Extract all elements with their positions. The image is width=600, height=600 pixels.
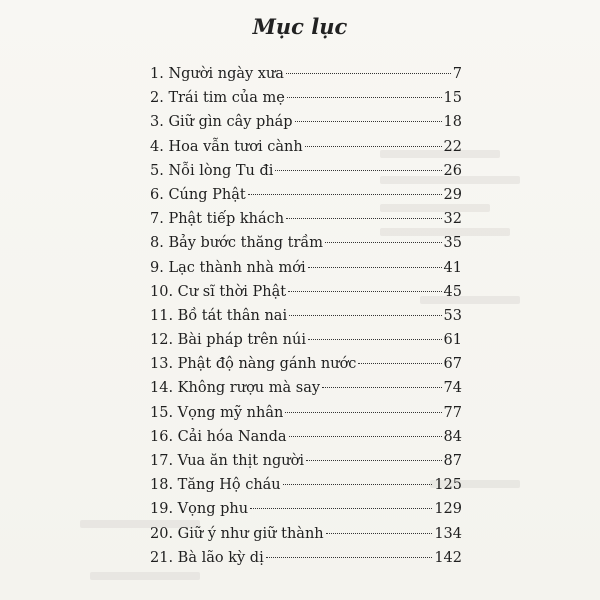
toc-entry-page-number: 32 [443, 211, 462, 228]
toc-entry-title: 15. Vọng mỹ nhân [150, 404, 284, 421]
toc-entry-title: 6. Cúng Phật [150, 186, 246, 203]
toc-entry-leader-dots [322, 387, 442, 388]
toc-entry-page-number: 87 [443, 453, 462, 469]
toc-entry-page-number: 18 [443, 114, 462, 131]
toc-entry-title: 10. Cư sĩ thời Phật [150, 283, 287, 300]
page-title: Mục lục [252, 14, 348, 39]
bleed-through-line [90, 572, 200, 580]
toc-entry [150, 376, 462, 400]
toc-entry-leader-dots [248, 194, 442, 195]
toc-entry-title: 11. Bồ tát thân nai [150, 307, 288, 324]
toc-entry-title: 21. Bà lão kỳ dị [150, 549, 264, 566]
table-of-contents [150, 62, 462, 570]
toc-entry [150, 352, 462, 376]
toc-entry-title: 5. Nỗi lòng Tu đi [150, 162, 274, 179]
toc-entry [150, 86, 462, 110]
toc-entry-leader-dots [286, 73, 451, 74]
toc-entry-leader-dots [326, 533, 433, 534]
toc-entry-leader-dots [308, 339, 442, 340]
toc-entry [150, 497, 462, 521]
toc-entry-page-number: 129 [434, 501, 462, 518]
toc-entry-title: 18. Tăng Hộ cháu [150, 477, 281, 494]
toc-entry-leader-dots [325, 242, 441, 243]
toc-entry-page-number: 26 [443, 162, 462, 179]
toc-entry-page-number: 61 [443, 332, 462, 349]
toc-entry [150, 449, 462, 473]
toc-entry-page-number: 45 [443, 283, 462, 300]
toc-entry-page-number: 53 [443, 307, 462, 324]
toc-entry-title: 9. Lạc thành nhà mới [150, 259, 306, 276]
toc-entry [150, 401, 462, 425]
toc-entry-leader-dots [275, 170, 441, 171]
toc-entry-page-number: 67 [443, 356, 462, 373]
toc-entry [150, 304, 462, 328]
toc-entry-title: 2. Trái tim của mẹ [150, 90, 285, 107]
toc-entry [150, 110, 462, 134]
toc-entry-title: 8. Bảy bước thăng trầm [150, 235, 324, 252]
toc-entry-title: 16. Cải hóa Nanda [150, 428, 287, 445]
toc-entry-leader-dots [289, 436, 442, 437]
toc-entry-page-number: 22 [443, 138, 462, 155]
toc-entry [150, 256, 462, 280]
toc-entry-title: 12. Bài pháp trên núi [150, 332, 306, 349]
toc-entry-title: 13. Phật độ nàng gánh nước [150, 356, 357, 373]
toc-entry-page-number: 35 [443, 235, 462, 252]
toc-entry-page-number: 7 [452, 66, 462, 82]
toc-entry [150, 546, 462, 570]
toc-entry [150, 280, 462, 304]
toc-entry [150, 183, 462, 207]
toc-entry [150, 473, 462, 497]
toc-entry-leader-dots [289, 315, 441, 316]
toc-entry [150, 328, 462, 352]
toc-entry-page-number: 41 [443, 259, 462, 276]
toc-entry [150, 231, 462, 255]
toc-entry-leader-dots [283, 484, 433, 485]
toc-entry-page-number: 84 [443, 428, 462, 445]
toc-entry-leader-dots [308, 267, 442, 268]
toc-entry-page-number: 74 [443, 380, 462, 397]
toc-entry-leader-dots [295, 121, 442, 122]
toc-entry-title: 20. Giữ ý như giữ thành [150, 525, 324, 542]
toc-entry-page-number: 142 [434, 549, 462, 566]
toc-entry-page-number: 77 [443, 404, 462, 421]
toc-entry [150, 207, 462, 231]
toc-entry-title: 1. Người ngày xưa [150, 66, 284, 82]
toc-entry-leader-dots [266, 557, 433, 558]
toc-entry [150, 159, 462, 183]
toc-entry-page-number: 125 [434, 477, 462, 494]
toc-entry-page-number: 134 [434, 525, 462, 542]
toc-entry [150, 135, 462, 159]
toc-entry [150, 62, 462, 86]
toc-entry-leader-dots [250, 508, 432, 509]
toc-entry-leader-dots [286, 218, 441, 219]
toc-entry-title: 19. Vọng phu [150, 501, 249, 518]
toc-entry [150, 522, 462, 546]
toc-entry-title: 17. Vua ăn thịt người [150, 453, 304, 469]
toc-entry-leader-dots [305, 146, 442, 147]
toc-entry-leader-dots [306, 460, 442, 461]
toc-entry [150, 425, 462, 449]
toc-entry-title: 7. Phật tiếp khách [150, 211, 285, 228]
toc-entry-title: 14. Không rượu mà say [150, 380, 321, 397]
toc-entry-title: 4. Hoa vẫn tươi cành [150, 138, 303, 155]
toc-entry-title: 3. Giữ gìn cây pháp [150, 114, 293, 131]
toc-entry-leader-dots [287, 97, 442, 98]
toc-entry-leader-dots [285, 412, 441, 413]
toc-entry-page-number: 29 [443, 186, 462, 203]
toc-entry-leader-dots [358, 363, 441, 364]
toc-entry-leader-dots [288, 291, 441, 292]
toc-entry-page-number: 15 [443, 90, 462, 107]
